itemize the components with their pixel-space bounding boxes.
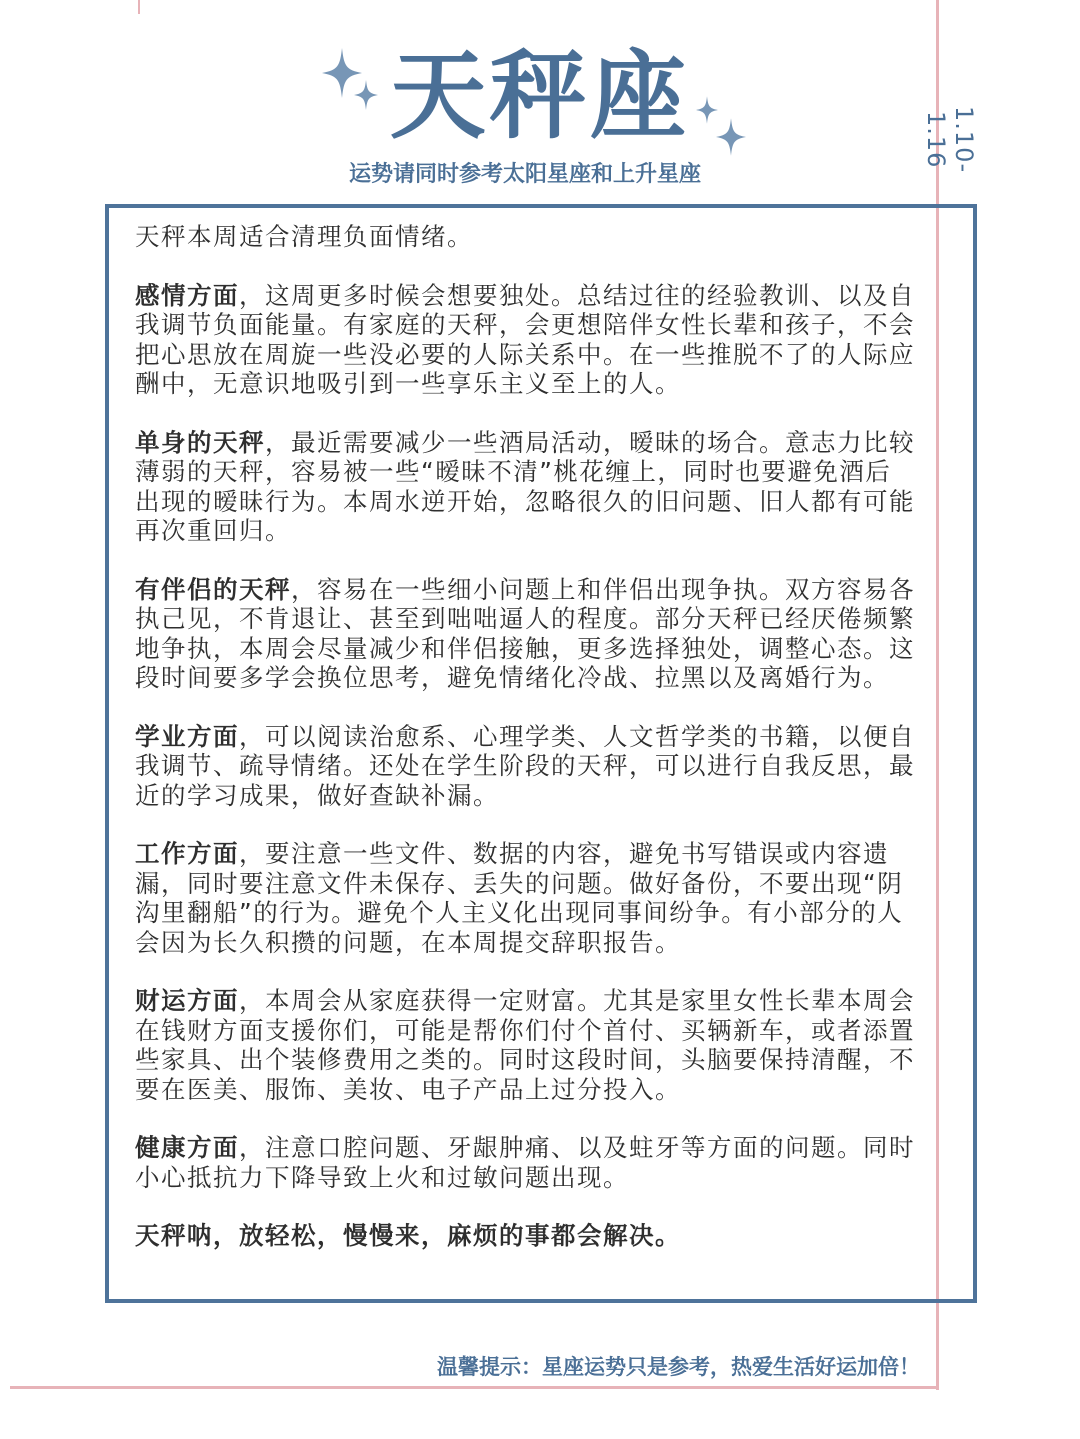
section-study [135,722,917,811]
section-partnered [135,575,917,693]
closing-text: 天秤呐，放轻松，慢慢来，麻烦的事都会解决。 [135,1221,681,1250]
section-label: 感情方面 [135,280,239,310]
section-love [135,281,917,399]
section-single [135,428,917,546]
section-text: ，最近需要减少一些酒局活动，暧昧的场合。意志力比较薄弱的天秤，容易被一些“暧昧不清”桃花缠上，同时也要避免酒后出现的暧昧行为。本周水逆开始，忽略很久的旧问题、旧人都有可能再次重回归。 [135,427,915,545]
section-text: ，本周会从家庭获得一定财富。尤其是家里女性长辈本周会在钱财方面支援你们，可能是帮你们付个首付、买辆新车，或者添置些家具、出个装修费用之类的。同时这段时间，头脑要保持清醒，不要在医美、服饰、美妆、电子产品上过分投入。 [135,986,915,1104]
decor-tick [138,0,140,14]
section-text: ，要注意一些文件、数据的内容，避免书写错误或内容遗漏，同时要注意文件未保存、丢失的问题。做好备份，不要出现“阴沟里翻船”的行为。避免个人主义化出现同事间纷争。有小部分的人会因为长久积攒的问题，在本周提交辞职报告。 [135,839,904,957]
intro-text: 天秤本周适合清理负面情绪。 [135,222,473,251]
section-text: ，这周更多时候会想要独处。总结过往的经验教训、以及自我调节负面能量。有家庭的天秤，会更想陪伴女性长辈和孩子，不会把心思放在周旋一些没必要的人际关系中。在一些推脱不了的人际应酬中，无意识地吸引到一些享乐主义至上的人。 [135,280,915,398]
section-label: 学业方面 [135,721,239,751]
decor-horizontal-line [10,1386,939,1389]
section-text: ，注意口腔问题、牙龈肿痛、以及蛀牙等方面的问题。同时小心抵抗力下降导致上火和过敏问题出现。 [135,1133,915,1192]
section-label: 单身的天秤 [135,427,265,457]
section-label: 财运方面 [135,986,239,1015]
section-wealth [135,986,917,1104]
section-health [135,1133,917,1192]
section-work [135,839,917,957]
section-text: ，容易在一些细小问题上和伴侣出现争执。双方容易各执己见，不肯退让、甚至到咄咄逼人的程度。部分天秤已经厌倦频繁地争执，本周会尽量减少和伴侣接触，更多选择独处，调整心态。这段时间要多学会换位思考，避免情绪化冷战、拉黑以及离婚行为。 [135,574,915,692]
section-label: 有伴侣的天秤 [135,574,291,604]
date-range: 1.10-1.16 [922,106,978,174]
footer-tip: 温馨提示：星座运势只是参考，热爱生活好运加倍！ [437,1355,920,1379]
horoscope-content [135,222,917,1280]
page-subtitle: 运势请同时参考太阳星座和上升星座 [348,162,701,187]
section-label: 健康方面 [135,1133,239,1162]
section-label: 工作方面 [135,839,239,868]
page-title: 天秤座 [390,40,690,152]
section-text: ，可以阅读治愈系、心理学类、人文哲学类的书籍，以便自我调节、疏导情绪。还处在学生阶段的天秤，可以进行自我反思，最近的学习成果，做好查缺补漏。 [135,721,915,810]
